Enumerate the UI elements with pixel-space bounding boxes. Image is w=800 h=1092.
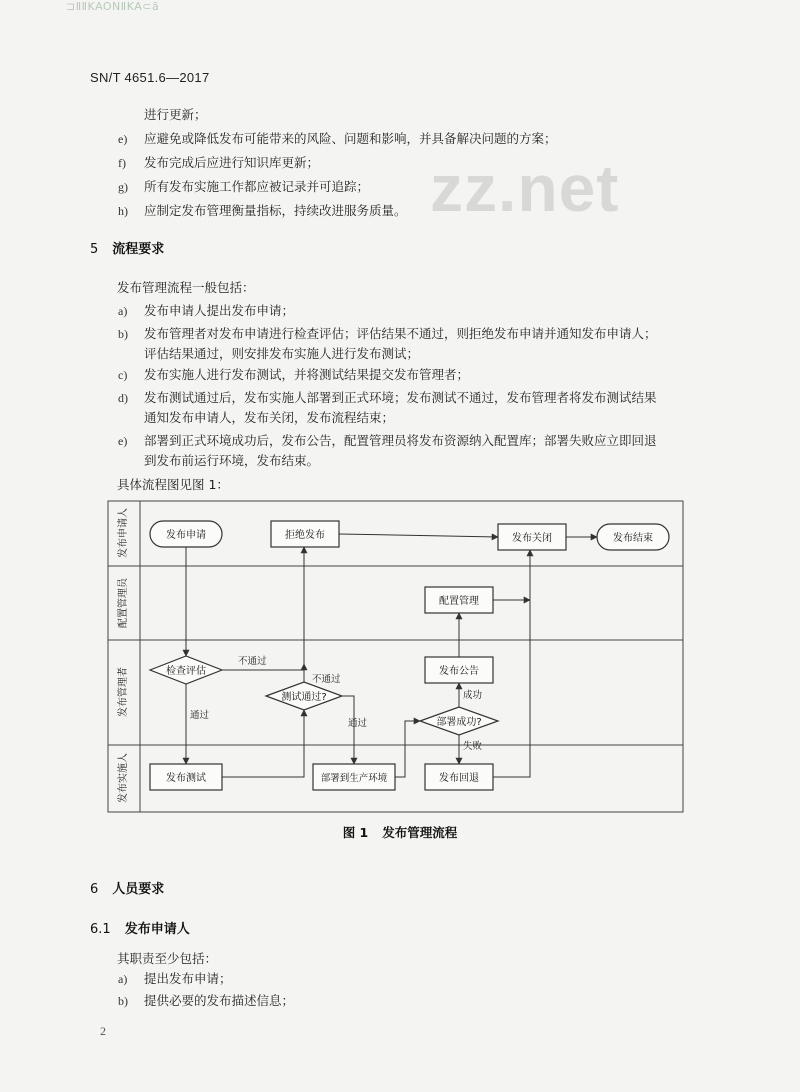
list-label: d) [118,391,128,405]
list-item: 提出发布申请； [144,971,232,986]
edge-test-testpass [222,710,304,777]
list-continuation: 进行更新； [144,107,207,122]
list-item-cont: 评估结果通过，则安排发布实施人进行发布测试； [144,346,420,361]
list-item: 发布测试通过后，发布实施人部署到正式环境；发布测试不通过，发布管理者将发布测试结果 [144,390,657,405]
list-label: b) [118,327,128,341]
lane-applicant: 发布申请人 [118,508,129,558]
document-code: SN/T 4651.6—2017 [90,70,210,85]
lane-manager: 发布管理者 [118,667,129,717]
node-config: 配置管理 [439,596,479,607]
edge-reject-close [339,534,498,537]
node-apply: 发布申请 [166,530,206,541]
edge-deploy-deployok [395,721,420,777]
list-item-cont: 到发布前运行环境，发布结束。 [144,453,320,468]
list-item: 部署到正式环境成功后，发布公告，配置管理员将发布资源纳入配置库；部署失败应立即回退 [144,433,657,448]
section-heading [90,878,164,897]
section-intro: 发布管理流程一般包括： [117,280,255,295]
list-item: 应制定发布管理衡量指标，持续改进服务质量。 [144,203,407,218]
section-number: 5 [90,242,99,257]
section-number: 6 [90,882,99,897]
lane-implementer: 发布实施人 [118,753,129,803]
list-label: e) [118,434,128,448]
list-label: c) [118,368,128,382]
edge-rollback-close [493,550,530,777]
list-item: 发布申请人提出发布申请； [144,303,295,318]
section-title: 流程要求 [112,242,165,257]
node-end: 发布结束 [613,533,653,544]
edge-label-success: 成功 [463,690,483,701]
node-rollback: 发布回退 [439,773,479,784]
edge-testpass-deploy [342,696,354,764]
list-item-cont: 通知发布申请人，发布关闭，发布流程结束； [144,410,395,425]
edge-label-fail: 失败 [463,741,483,752]
page-number: 2 [100,1024,106,1038]
list-item: 提供必要的发布描述信息； [144,993,295,1008]
node-reject: 拒绝发布 [285,530,325,541]
edge-label-not-pass-2: 不通过 [312,674,341,685]
list-label: a) [118,304,128,318]
watermark: zz.net [430,151,620,225]
subsection-title: 发布申请人 [124,922,190,937]
list-label: e) [118,132,128,146]
list-label: b) [118,994,128,1008]
node-close: 发布关闭 [512,533,552,544]
node-announce: 发布公告 [439,666,479,677]
list-item: 发布实施人进行发布测试，并将测试结果提交发布管理者； [144,367,470,382]
figure-title: 发布管理流程 [382,825,458,840]
subsection-heading [90,918,190,937]
scan-header-mark: ⊐ⅡⅡKAONⅡKA⊂ã [66,0,160,13]
list-label: h) [118,204,128,218]
node-test-pass: 测试通过? [281,692,327,703]
list-label: f) [118,156,126,170]
figure-caption [0,823,800,841]
edge-label-not-pass-1: 不通过 [238,656,267,667]
list-label: g) [118,180,128,194]
list-label: a) [118,972,128,986]
edge-label-pass-2: 通过 [348,718,368,729]
node-deploy: 部署到生产环境 [320,773,388,784]
section-title: 人员要求 [112,882,165,897]
figure-reference: 具体流程图见图 1： [117,477,229,492]
node-test: 发布测试 [166,773,206,784]
list-item: 发布管理者对发布申请进行检查评估；评估结果不通过，则拒绝发布申请并通知发布申请人； [144,326,657,341]
lane-config-admin: 配置管理员 [118,578,129,628]
edge-label-pass-1: 通过 [190,710,210,721]
subsection-number: 6.1 [90,922,111,937]
node-deploy-ok: 部署成功? [436,717,482,728]
edge-review-reject [222,547,304,670]
figure-number: 图 1 [342,825,369,840]
list-item: 发布完成后应进行知识库更新； [144,155,320,170]
node-review: 检查评估 [166,666,206,677]
list-item: 应避免或降低发布可能带来的风险、问题和影响，并具备解决问题的方案； [144,131,557,146]
list-item: 所有发布实施工作都应被记录并可追踪； [144,179,370,194]
section-intro: 其职责至少包括： [117,951,218,966]
